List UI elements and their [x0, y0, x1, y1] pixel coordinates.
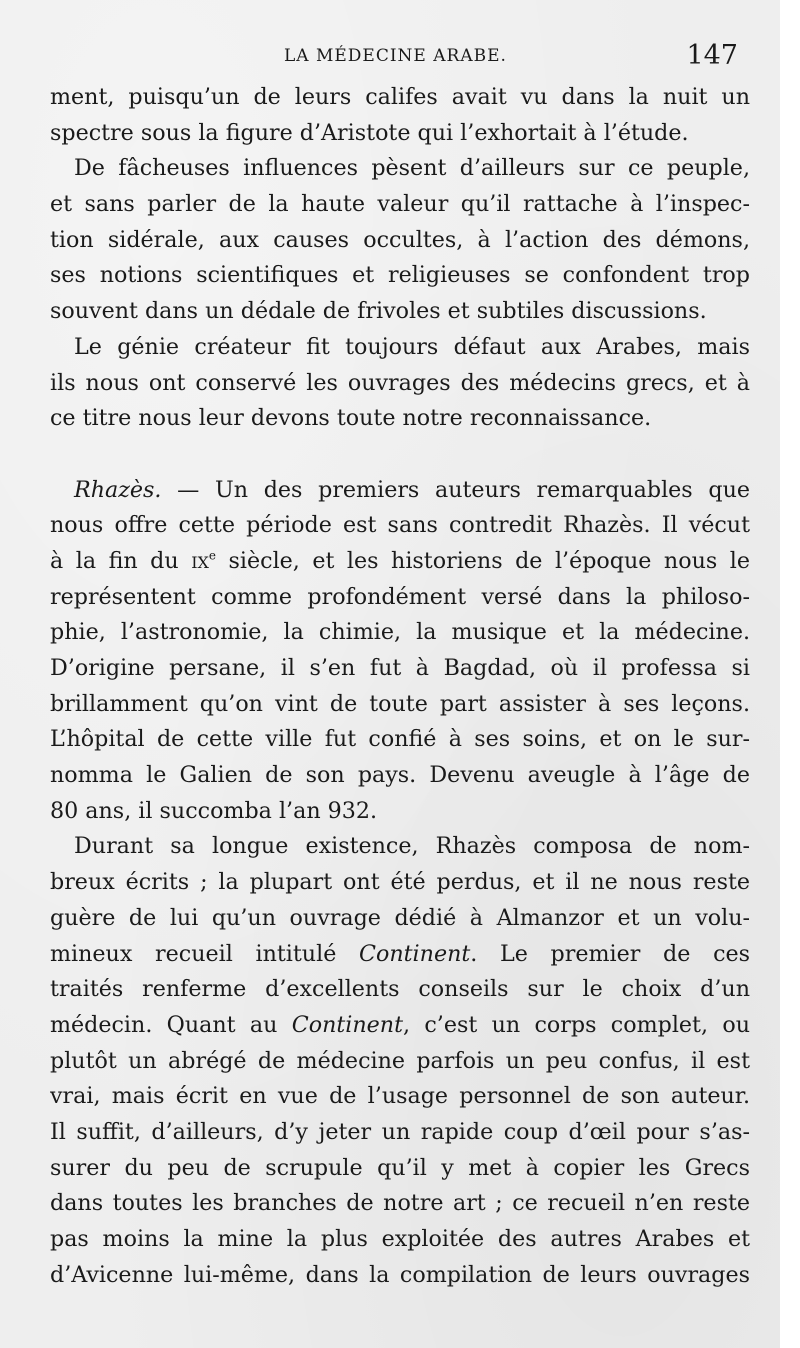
text-line: traités renferme d’excellents conseils sur le choix d’un	[50, 976, 750, 1003]
text-line: Durant sa longue existence, Rhazès composa de nom-	[74, 833, 750, 860]
text-span: à la fin du	[50, 547, 192, 574]
text-line: L’hôpital de cette ville fut confié à ses soins, et on le sur-	[50, 726, 750, 753]
text-line: vrai, mais écrit en vue de l’usage personnel de son auteur.	[50, 1083, 750, 1110]
text-line: surer du peu de scrupule qu’il y met à copier les Grecs	[50, 1154, 750, 1181]
text-line: guère de lui qu’un ouvrage dédié à Almanzor et un volu-	[50, 904, 750, 931]
running-header	[50, 40, 740, 76]
text-line: et sans parler de la haute valeur qu’il rattache à l’inspec-	[50, 191, 750, 218]
scan-margin	[780, 0, 800, 1348]
paragraph	[50, 330, 750, 437]
text-span: — Un des premiers auteurs remarquables que	[161, 476, 750, 503]
section-heading: Rhazès.	[74, 476, 162, 503]
text-line	[50, 937, 750, 973]
book-title: Continent	[359, 940, 471, 967]
text-line	[50, 544, 750, 580]
text-line: ils nous ont conservé les ouvrages des médecins grecs, et à	[50, 369, 750, 396]
text-line: plutôt un abrégé de médecine parfois un peu confus, il est	[50, 1047, 750, 1074]
text-line: d’Avicenne lui-même, dans la compilation de leurs ouvrages	[50, 1261, 750, 1288]
text-line: phie, l’astronomie, la chimie, la musique et la médecine.	[50, 619, 750, 646]
text-line: De fâcheuses influences pèsent d’ailleurs sur ce peuple,	[74, 155, 750, 182]
text-line: Il suffit, d’ailleurs, d’y jeter un rapide coup d’œil pour s’as-	[50, 1118, 750, 1145]
page-number: 147	[686, 40, 738, 71]
century-numeral: ix	[191, 547, 209, 574]
superscript: e	[208, 548, 217, 563]
paragraph	[50, 151, 750, 329]
text-span: mineux recueil intitulé	[50, 940, 360, 967]
text-line	[50, 473, 750, 509]
text-line: nous offre cette période est sans contredit Rhazès. Il vécut	[50, 512, 750, 539]
text-line: dans toutes les branches de notre art ; ce recueil n’en reste	[50, 1190, 750, 1217]
text-line: spectre sous la figure d’Aristote qui l’exhortait à l’étude.	[50, 119, 689, 146]
text-line: ment, puisqu’un de leurs califes avait vu dans la nuit un	[50, 84, 750, 110]
text-line: ce titre nous leur devons toute notre reconnaissance.	[50, 405, 652, 432]
text-line: nomma le Galien de son pays. Devenu aveugle à l’âge de	[50, 762, 750, 789]
paragraph-continuation	[50, 80, 750, 151]
text-line: brillamment qu’on vint de toute part assister à ses leçons.	[50, 690, 750, 717]
book-title: Continent	[291, 1011, 404, 1038]
text-line: tion sidérale, aux causes occultes, à l’action des démons,	[50, 226, 750, 253]
text-line: souvent dans un dédale de frivoles et subtiles discussions.	[50, 298, 707, 325]
paragraph	[50, 829, 750, 1293]
text-line: Le génie créateur fit toujours défaut aux Arabes, mais	[74, 333, 750, 360]
text-line: breux écrits ; la plupart ont été perdus, et il ne nous reste	[50, 869, 750, 896]
text-line: pas moins la mine la plus exploitée des autres Arabes et	[50, 1226, 750, 1252]
text-line: D’origine persane, il s’en fut à Bagdad, où il professa si	[50, 655, 750, 681]
text-line: ses notions scientifiques et religieuses se confondent trop	[50, 262, 750, 289]
section-break	[50, 437, 750, 473]
section-rhazes	[50, 473, 750, 830]
text-line: représentent comme profondément versé dans la philoso-	[50, 583, 750, 610]
text-line	[50, 1008, 750, 1044]
body-text	[50, 80, 750, 1293]
text-span: siècle, et les historiens de l’époque nous le	[216, 547, 750, 574]
text-span: . Le premier de ces	[470, 940, 750, 967]
text-span: , c’est un corps complet, ou	[403, 1011, 750, 1038]
running-title: LA MÉDECINE ARABE.	[284, 46, 507, 66]
text-span: médecin. Quant au	[50, 1011, 292, 1038]
text-line: 80 ans, il succomba l’an 932.	[50, 797, 378, 824]
